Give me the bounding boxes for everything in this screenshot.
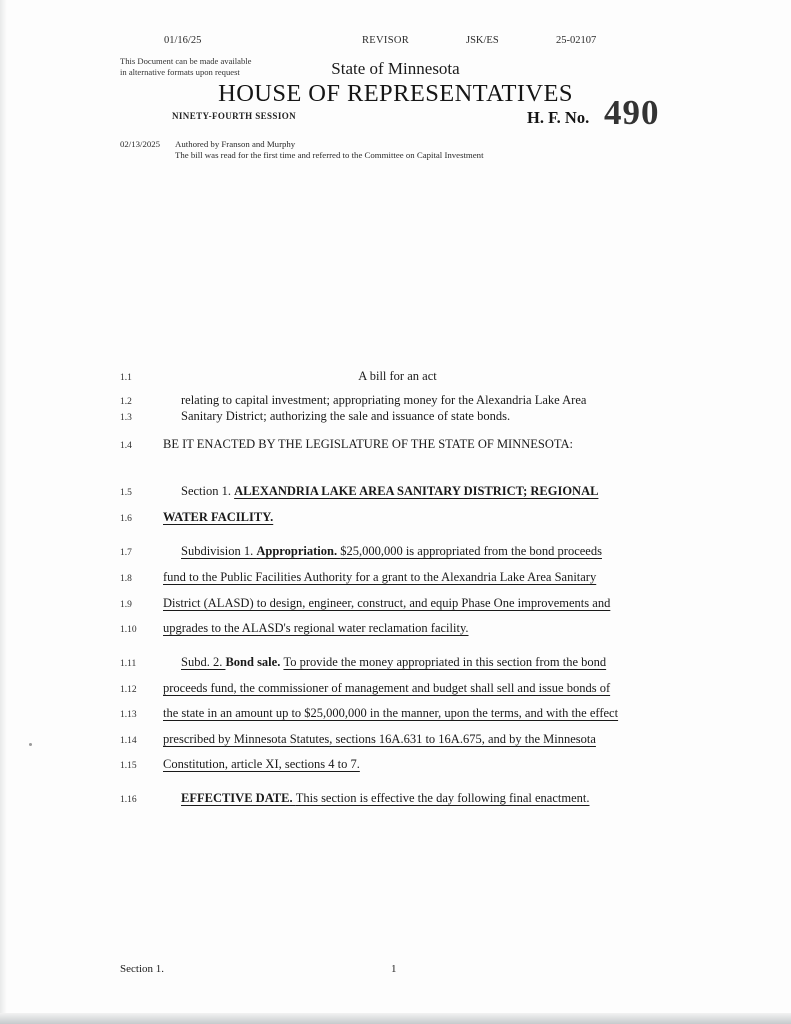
bill-line	[120, 368, 632, 386]
line-number: 1.13	[120, 710, 137, 720]
disclaimer-line-2: in alternative formats upon request	[120, 66, 240, 77]
bill-line	[120, 790, 632, 808]
text-segment: Bond sale.	[225, 655, 284, 669]
line-number: 1.2	[120, 397, 132, 407]
line-number: 1.3	[120, 413, 132, 423]
line-text	[163, 543, 632, 561]
text-segment: relating to capital investment; appropriating money for the Alexandria Lake Area	[181, 393, 587, 407]
line-text	[163, 509, 632, 527]
line-text	[163, 731, 632, 749]
text-segment: upgrades to the ALASD's regional water reclamation facility.	[163, 621, 469, 635]
line-text	[163, 705, 632, 723]
text-segment: Section 1.	[181, 484, 235, 498]
house-file-number: 490	[604, 93, 660, 132]
house-file-label: H. F. No.	[527, 108, 590, 127]
text-segment: EFFECTIVE DATE.	[181, 791, 296, 805]
text-segment: Constitution, article XI, sections 4 to 7.	[163, 757, 360, 771]
bill-line	[120, 705, 632, 723]
text-segment: Appropriation.	[256, 544, 341, 558]
bill-line	[120, 731, 632, 749]
bill-body	[120, 368, 632, 808]
text-segment: ALEXANDRIA LAKE AREA SANITARY DISTRICT; REGIONAL	[234, 484, 599, 498]
revisor-header-row	[0, 35, 791, 49]
text-segment: BE IT ENACTED BY THE LEGISLATURE OF THE STATE OF MINNESOTA:	[163, 437, 574, 451]
bill-line	[120, 543, 632, 561]
scan-bottom-edge-shadow	[0, 1013, 791, 1024]
bill-line	[120, 654, 632, 672]
chamber-title: HOUSE OF REPRESENTATIVES	[218, 80, 573, 107]
line-text	[163, 368, 632, 386]
line-text	[163, 654, 632, 672]
author-block	[175, 139, 484, 160]
text-segment: District (ALASD) to design, engineer, construct, and equip Phase One improvements and	[163, 596, 611, 610]
revisor-initials: JSK/ES	[466, 35, 499, 46]
line-number: 1.9	[120, 600, 132, 610]
bill-line	[120, 483, 632, 501]
text-segment: the state in an amount up to $25,000,000 in the manner, upon the terms, and with the effect	[163, 706, 619, 720]
text-segment: This section is effective the day following final enactment.	[295, 791, 590, 805]
line-number: 1.15	[120, 761, 137, 771]
revisor-date: 01/16/25	[164, 35, 202, 46]
line-number: 1.8	[120, 574, 132, 584]
line-number: 1.4	[120, 441, 132, 451]
line-number: 1.1	[120, 373, 132, 383]
line-number: 1.14	[120, 736, 137, 746]
line-text	[163, 483, 632, 501]
text-segment: A bill for an act	[358, 369, 437, 383]
footer-page-number: 1	[391, 963, 397, 975]
bill-line	[120, 436, 632, 454]
document-number: 25-02107	[556, 35, 597, 46]
line-text	[163, 680, 632, 698]
line-text	[163, 595, 632, 613]
text-segment: Sanitary District; authorizing the sale and issuance of state bonds.	[181, 409, 511, 423]
bill-line	[120, 569, 632, 587]
line-number: 1.11	[120, 659, 137, 669]
authored-by-line: Authored by Franson and Murphy	[175, 139, 296, 149]
scan-left-edge-shadow	[0, 0, 7, 1024]
state-title: State of Minnesota	[331, 59, 460, 78]
disclaimer-line-1: This Document can be made available	[120, 56, 252, 66]
text-segment: Subd. 2.	[181, 655, 226, 669]
text-segment: $25,000,000 is appropriated from the bond proceeds	[340, 544, 602, 558]
line-number: 1.5	[120, 488, 132, 498]
bill-line	[120, 680, 632, 698]
scan-speck	[29, 743, 32, 746]
line-text	[163, 790, 632, 808]
line-number: 1.10	[120, 625, 137, 635]
footer-section-label: Section 1.	[120, 963, 164, 975]
bill-line	[120, 595, 632, 613]
text-segment: To provide the money appropriated in this section from the bond	[283, 655, 607, 669]
bill-line	[120, 620, 632, 638]
line-number: 1.12	[120, 685, 137, 695]
revisor-label: REVISOR	[362, 35, 410, 46]
session-label: NINETY-FOURTH SESSION	[172, 111, 297, 121]
text-segment: proceeds fund, the commissioner of management and budget shall sell and issue bonds of	[163, 681, 611, 695]
text-segment: Subdivision 1.	[181, 544, 257, 558]
bill-line	[120, 756, 632, 774]
line-text	[163, 756, 632, 774]
line-text	[163, 620, 632, 638]
referred-line: The bill was read for the first time and referred to the Committee on Capital Investment	[175, 149, 484, 160]
text-segment: WATER FACILITY.	[163, 510, 274, 524]
line-text	[163, 408, 632, 426]
line-number: 1.6	[120, 514, 132, 524]
bill-line	[120, 408, 632, 426]
text-segment: fund to the Public Facilities Authority for a grant to the Alexandria Lake Area Sanitary	[163, 570, 597, 584]
introduction-date: 02/13/2025	[120, 139, 161, 149]
line-text	[163, 436, 632, 454]
line-text	[163, 569, 632, 587]
line-number: 1.16	[120, 795, 137, 805]
text-segment: prescribed by Minnesota Statutes, sections 16A.631 to 16A.675, and by the Minnesota	[163, 732, 596, 746]
bill-line	[120, 509, 632, 527]
line-number: 1.7	[120, 548, 132, 558]
